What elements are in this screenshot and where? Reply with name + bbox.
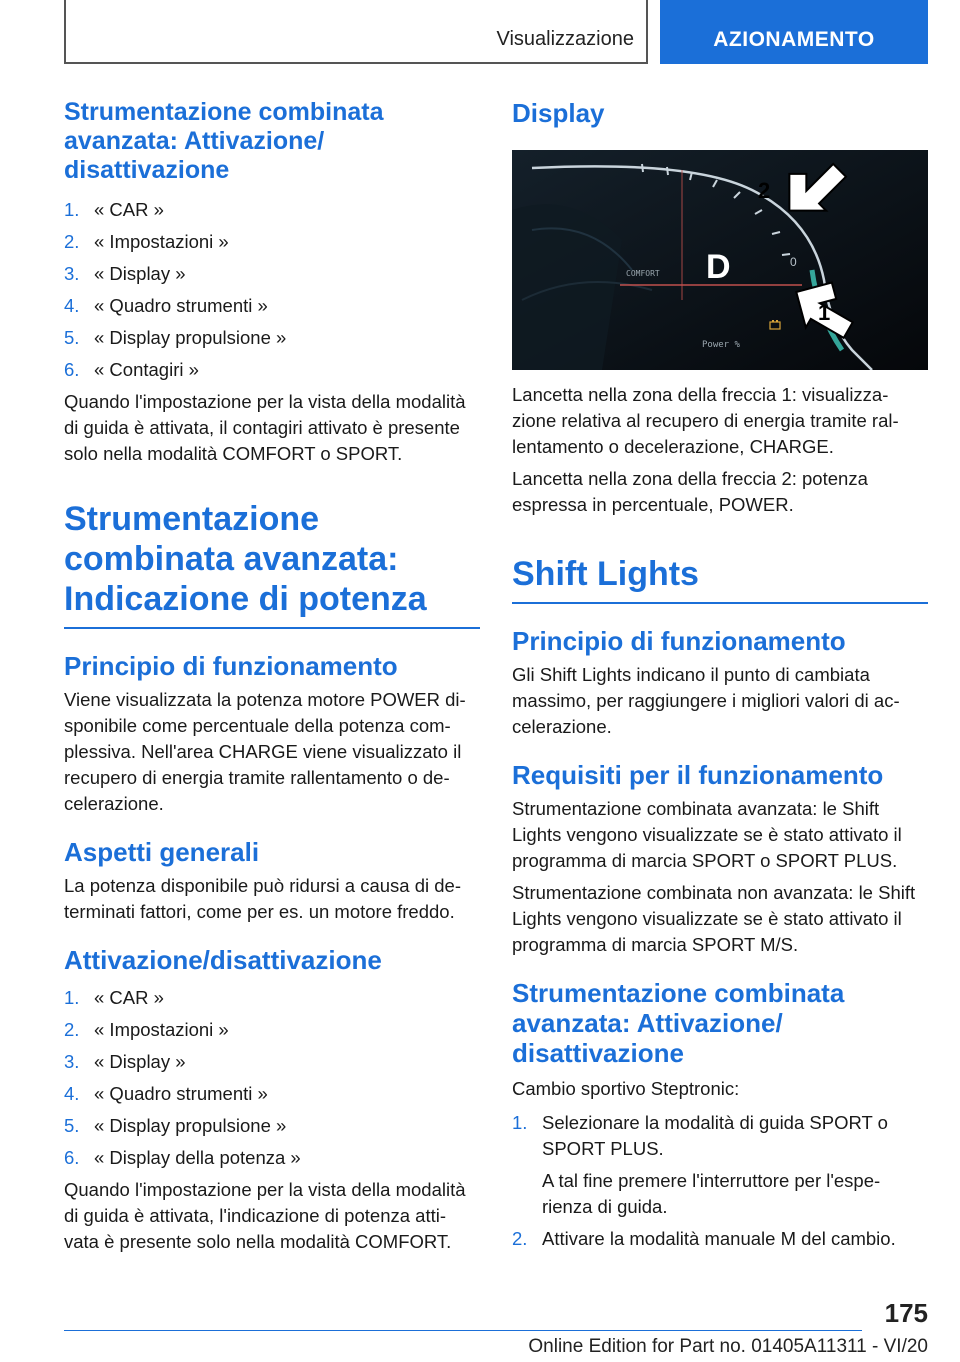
list-item: 5. « Display propulsione » [64, 1115, 287, 1136]
heading-principle: Principio di funzionamento [512, 626, 846, 656]
paragraph: Gli Shift Lights indicano il punto di cambiata massimo, per raggiungere i migliori valori di ac-celerazione. [512, 664, 900, 737]
section-tab [64, 0, 648, 64]
paragraph: Cambio sportivo Steptronic: [512, 1078, 740, 1099]
instrument-cluster-image [512, 150, 928, 370]
power-scale-label: Power % [702, 340, 740, 350]
paragraph: Viene visualizzata la potenza motore POWER di-sponibile come percentuale della potenza com-plessiva. Nell'area CHARGE viene visualizzato il recupero di energia tramite rallentamento o de-celerazione. [64, 689, 466, 814]
list-item: 3. « Display » [64, 1051, 186, 1072]
right-column [512, 98, 928, 1258]
page-header [64, 0, 928, 64]
steps-list-shift [512, 1110, 928, 1252]
heading-power-indication: Strumentazione combinata avanzata: Indicazione di potenza [64, 499, 480, 629]
paragraph: Strumentazione combinata avanzata: le Shift Lights vengono visualizzate se è stato attivato il programma di marcia SPORT o SPORT PLUS. [512, 798, 902, 871]
paragraph: Strumentazione combinata non avanzata: le Shift Lights vengono visualizzate se è stato attivato il programma di marcia SPORT M/S. [512, 882, 916, 955]
gear-indicator: D [706, 248, 731, 286]
svg-text:1: 1 [818, 300, 831, 325]
list-item: 1. « CAR » [64, 987, 164, 1008]
list-item: 4. « Quadro strumenti » [64, 1083, 268, 1104]
page-number: 175 [884, 1298, 928, 1328]
list-item: 1. Selezionare la modalità di guida SPORT o SPORT PLUS. A tal fine premere l'interruttore per l'espe-rienza di guida. [512, 1112, 888, 1217]
scale-zero-label: 0 [790, 255, 797, 269]
heading-activation: Strumentazione combinata avanzata: Attivazione/ disattivazione [512, 978, 845, 1068]
steps-list-contagiri [64, 197, 480, 383]
list-item: 2. « Impostazioni » [64, 231, 229, 252]
list-item: 4. « Quadro strumenti » [64, 295, 268, 316]
paragraph: Quando l'impostazione per la vista della modalità di guida è attivata, l'indicazione di potenza atti-vata è presente solo nella modalità COMFORT. [64, 1179, 466, 1252]
list-item: 2. « Impostazioni » [64, 1019, 229, 1040]
list-item: 1. « CAR » [64, 199, 164, 220]
left-column [64, 98, 480, 1255]
svg-text:2: 2 [758, 178, 771, 203]
steps-list-power [64, 985, 480, 1171]
paragraph: Lancetta nella zona della freccia 2: potenza espressa in percentuale, POWER. [512, 468, 868, 515]
paragraph: Lancetta nella zona della freccia 1: visualizza-zione relativa al recupero di energia tramite ral-lentamento o decelerazione, CHARGE. [512, 384, 899, 457]
heading-shift-lights: Shift Lights [512, 554, 928, 604]
list-item: 3. « Display » [64, 263, 186, 284]
list-item: 6. « Display della potenza » [64, 1147, 301, 1168]
heading-display: Display [512, 98, 605, 128]
list-item: 6. « Contagiri » [64, 359, 199, 380]
heading-requirements: Requisiti per il funzionamento [512, 760, 884, 790]
list-item: 5. « Display propulsione » [64, 327, 287, 348]
mode-label: COMFORT [626, 269, 660, 278]
chapter-tab: AZIONAMENTO [660, 0, 928, 64]
paragraph: Quando l'impostazione per la vista della modalità di guida è attivata, il contagiri attivato è presente solo nella modalità COMFORT o SPORT. [64, 391, 466, 464]
paragraph: La potenza disponibile può ridursi a causa di de-terminati fattori, come per es. un motore freddo. [64, 875, 461, 922]
list-item: 2. Attivare la modalità manuale M del cambio. [512, 1228, 896, 1249]
heading-activation: Strumentazione combinata avanzata: Attivazione/ disattivazione [64, 98, 384, 184]
footer-divider [64, 1330, 862, 1331]
section-name: Visualizzazione [496, 28, 634, 50]
heading-principle: Principio di funzionamento [64, 651, 398, 681]
heading-general: Aspetti generali [64, 837, 260, 867]
heading-activation-deactivation: Attivazione/disattivazione [64, 945, 382, 975]
edition-footer: Online Edition for Part no. 01405A11311 - VI/20 [528, 1336, 928, 1357]
